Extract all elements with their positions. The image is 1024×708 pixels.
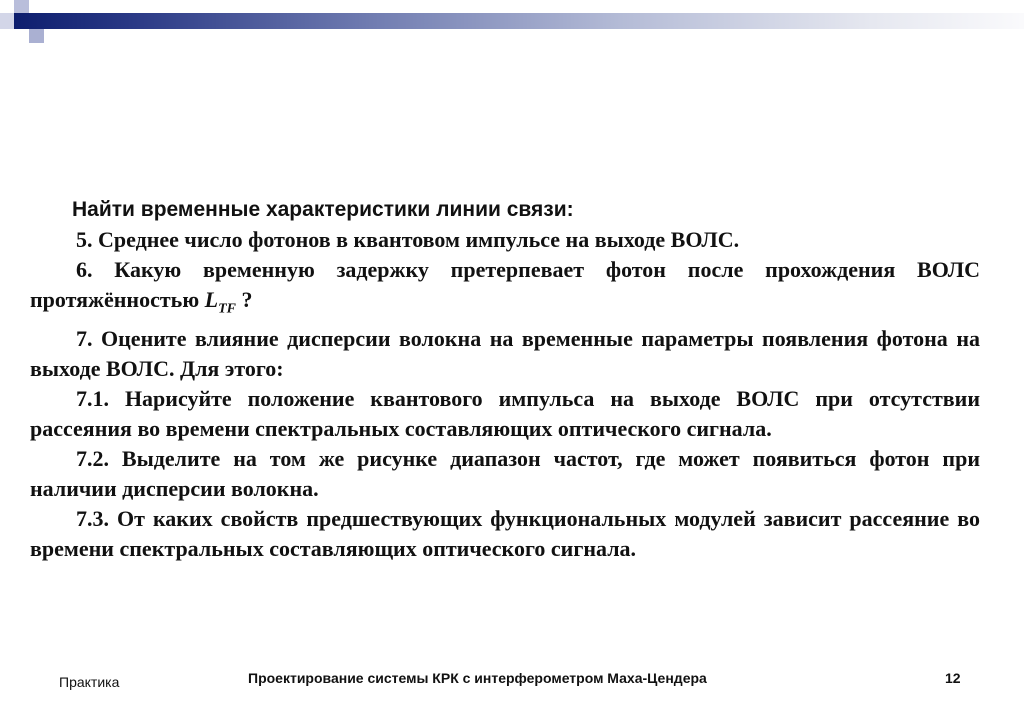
task-item-5: 5. Среднее число фотонов в квантовом импульсе на выходе ВОЛС. — [76, 227, 740, 252]
footer-title: Проектирование системы КРК с интерферометром Маха-Цендера — [248, 670, 707, 686]
header-banner — [14, 13, 1024, 29]
decor-square — [14, 0, 29, 13]
slide-content — [30, 195, 980, 564]
question-mark: ? — [241, 287, 253, 312]
task-item-7: 7. Оцените влияние дисперсии волокна на временные параметры появления фотона на выходе ВОЛС. Для этого: — [30, 326, 980, 382]
task-item-6 — [30, 255, 980, 324]
task-item-7-1: 7.1. Нарисуйте положение квантового импульса на выходе ВОЛС при отсутствии рассеяния во времени спектральных составляющих оптического сигнала. — [30, 386, 980, 442]
task-item-7-3: 7.3. От каких свойств предшествующих функциональных модулей зависит рассеяние во времени спектральных составляющих оптического сигнала. — [30, 506, 980, 562]
footer-section-label: Практика — [59, 674, 120, 690]
decor-square — [0, 13, 14, 29]
math-l-tf: $L_{TF}$ — [204, 287, 236, 317]
task-item-6-text: 6. Какую временную задержку претерпевает фотон после прохождения ВОЛС протяжённостью — [30, 257, 980, 312]
decor-square — [44, 0, 58, 13]
decor-square — [14, 29, 29, 43]
decor-square — [0, 0, 14, 13]
task-item-7-2: 7.2. Выделите на том же рисунке диапазон частот, где может появиться фотон при наличии дисперсии волокна. — [30, 446, 980, 502]
decor-square — [29, 29, 44, 43]
task-heading: Найти временные характеристики линии связи: — [72, 198, 574, 221]
page-number: 12 — [945, 670, 961, 686]
